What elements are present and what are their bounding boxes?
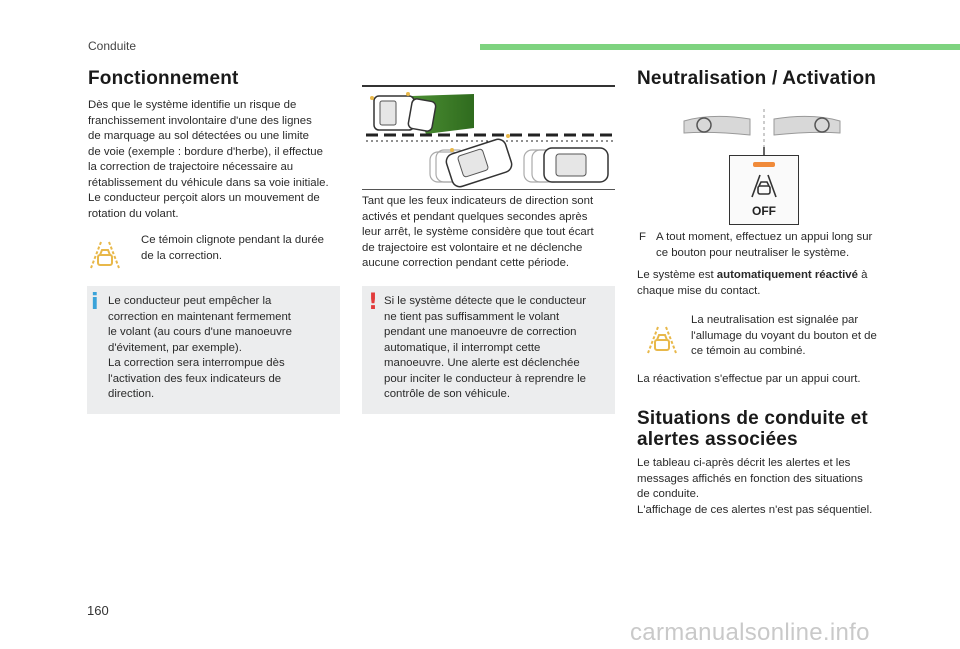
reactivation-auto-text: [637, 268, 897, 299]
text-line: correction en maintenant fermement: [108, 310, 291, 323]
text-line: Si le système détecte que le conducteur: [384, 295, 586, 307]
section-title-fonctionnement: Fonctionnement: [88, 68, 239, 89]
section-title-neutralisation: Neutralisation / Activation: [637, 68, 877, 89]
text-line: Tant que les feux indicateurs de direction sont: [362, 195, 594, 207]
text-line: Ce témoin clignote pendant la durée: [141, 234, 325, 246]
lane-warning-icon: [645, 323, 679, 362]
illustration-top-rule: [362, 85, 615, 87]
situations-paragraph: [637, 456, 907, 518]
page-number: 160: [87, 603, 109, 618]
text-line: Dès que le système identifie un risque de: [88, 99, 297, 111]
text-line: L'affichage de ces alertes n'est pas séquentiel.: [637, 503, 873, 516]
text-line: rotation du volant.: [88, 207, 179, 220]
section-label: Conduite: [88, 39, 137, 53]
text-line: aucune correction pendant cette période.: [362, 257, 570, 269]
text-line: automatique, il interrompt cette: [384, 341, 541, 354]
text-line: de marquage au sol détectées ou une limite: [88, 130, 309, 142]
text-line: franchissement involontaire d'une des lignes: [88, 114, 312, 127]
indicator-paragraph: [362, 194, 622, 272]
alert-box: [362, 286, 615, 414]
text-line: de trajectoire est volontaire et ne déclenche: [362, 241, 583, 254]
reactivation-text: La réactivation s'effectue par un appui court.: [637, 373, 861, 385]
text-line: pour inciter le conducteur à reprendre le: [384, 372, 586, 385]
text-line: la correction de trajectoire nécessaire au: [88, 161, 294, 173]
text-line: leur arrêt, le système considère que tout écart: [362, 226, 594, 238]
illustration-bottom-rule: [362, 189, 615, 190]
text-line: Le conducteur peut empêcher la: [108, 295, 272, 307]
text-line: manoeuvre. Une alerte est déclenchée: [384, 357, 580, 369]
text-line: messages affichés en fonction des situations: [637, 472, 863, 485]
text-line: A tout moment, effectuez un appui long sur: [656, 231, 873, 243]
text-line: l'activation des feux indicateurs de: [108, 372, 282, 385]
lane-correction-illustration: [362, 88, 615, 188]
lane-icon: [749, 173, 779, 204]
text-line: de la correction.: [141, 249, 223, 262]
text-line: activés et pendant quelques secondes après: [362, 210, 588, 223]
title-line: Situations de conduite et: [637, 408, 868, 429]
text-line: pendant une manoeuvre de correction: [384, 326, 577, 338]
text-line: Le conducteur perçoit alors un mouvement de: [88, 192, 320, 204]
text-line: ne tient pas suffisamment le volant: [384, 310, 560, 323]
watermark: carmanualsonline.info: [630, 619, 870, 646]
neutralisation-text: [691, 313, 901, 360]
section-title-situations: [637, 408, 868, 450]
dashboard-illustration: [682, 107, 842, 162]
text-line: le volant (au cours d'une manoeuvre: [108, 326, 292, 338]
button-indicator-light: [753, 162, 775, 167]
fonctionnement-paragraph: [88, 98, 348, 222]
text-line: de conduite.: [637, 488, 700, 500]
text-line: de voie (exemple : bordure d'herbe), il effectue: [88, 145, 323, 158]
bullet-text: [656, 230, 896, 261]
text-line: contrôle de son véhicule.: [384, 388, 511, 400]
exclamation-icon: !: [368, 290, 379, 315]
warning-text: [141, 233, 351, 264]
section-accent-bar: [480, 44, 960, 50]
text-line: Le système est automatiquement réactivé à: [637, 269, 868, 281]
text-line: direction.: [108, 388, 155, 400]
text-line: l'allumage du voyant du bouton et de: [691, 329, 877, 342]
info-icon: i: [91, 290, 99, 315]
lane-warning-icon: [88, 238, 122, 277]
text-line: La correction sera interrompue dès: [108, 357, 285, 369]
text-line: Le tableau ci-après décrit les alertes et les: [637, 457, 851, 469]
text-line: ce témoin au combiné.: [691, 345, 806, 357]
bullet-symbol: F: [639, 231, 646, 243]
lane-assist-off-button[interactable]: [729, 155, 799, 225]
title-line: alertes associées: [637, 429, 798, 450]
text-line: rétablissement du véhicule dans sa voie initiale.: [88, 176, 329, 189]
info-text: [108, 294, 336, 403]
off-label: OFF: [752, 204, 776, 218]
text-line: d'évitement, par exemple).: [108, 341, 242, 354]
text-line: chaque mise du contact.: [637, 284, 761, 297]
text-line: ce bouton pour neutraliser le système.: [656, 246, 850, 259]
info-box: [87, 286, 340, 414]
alert-text: [384, 294, 612, 403]
text-line: La neutralisation est signalée par: [691, 314, 859, 326]
